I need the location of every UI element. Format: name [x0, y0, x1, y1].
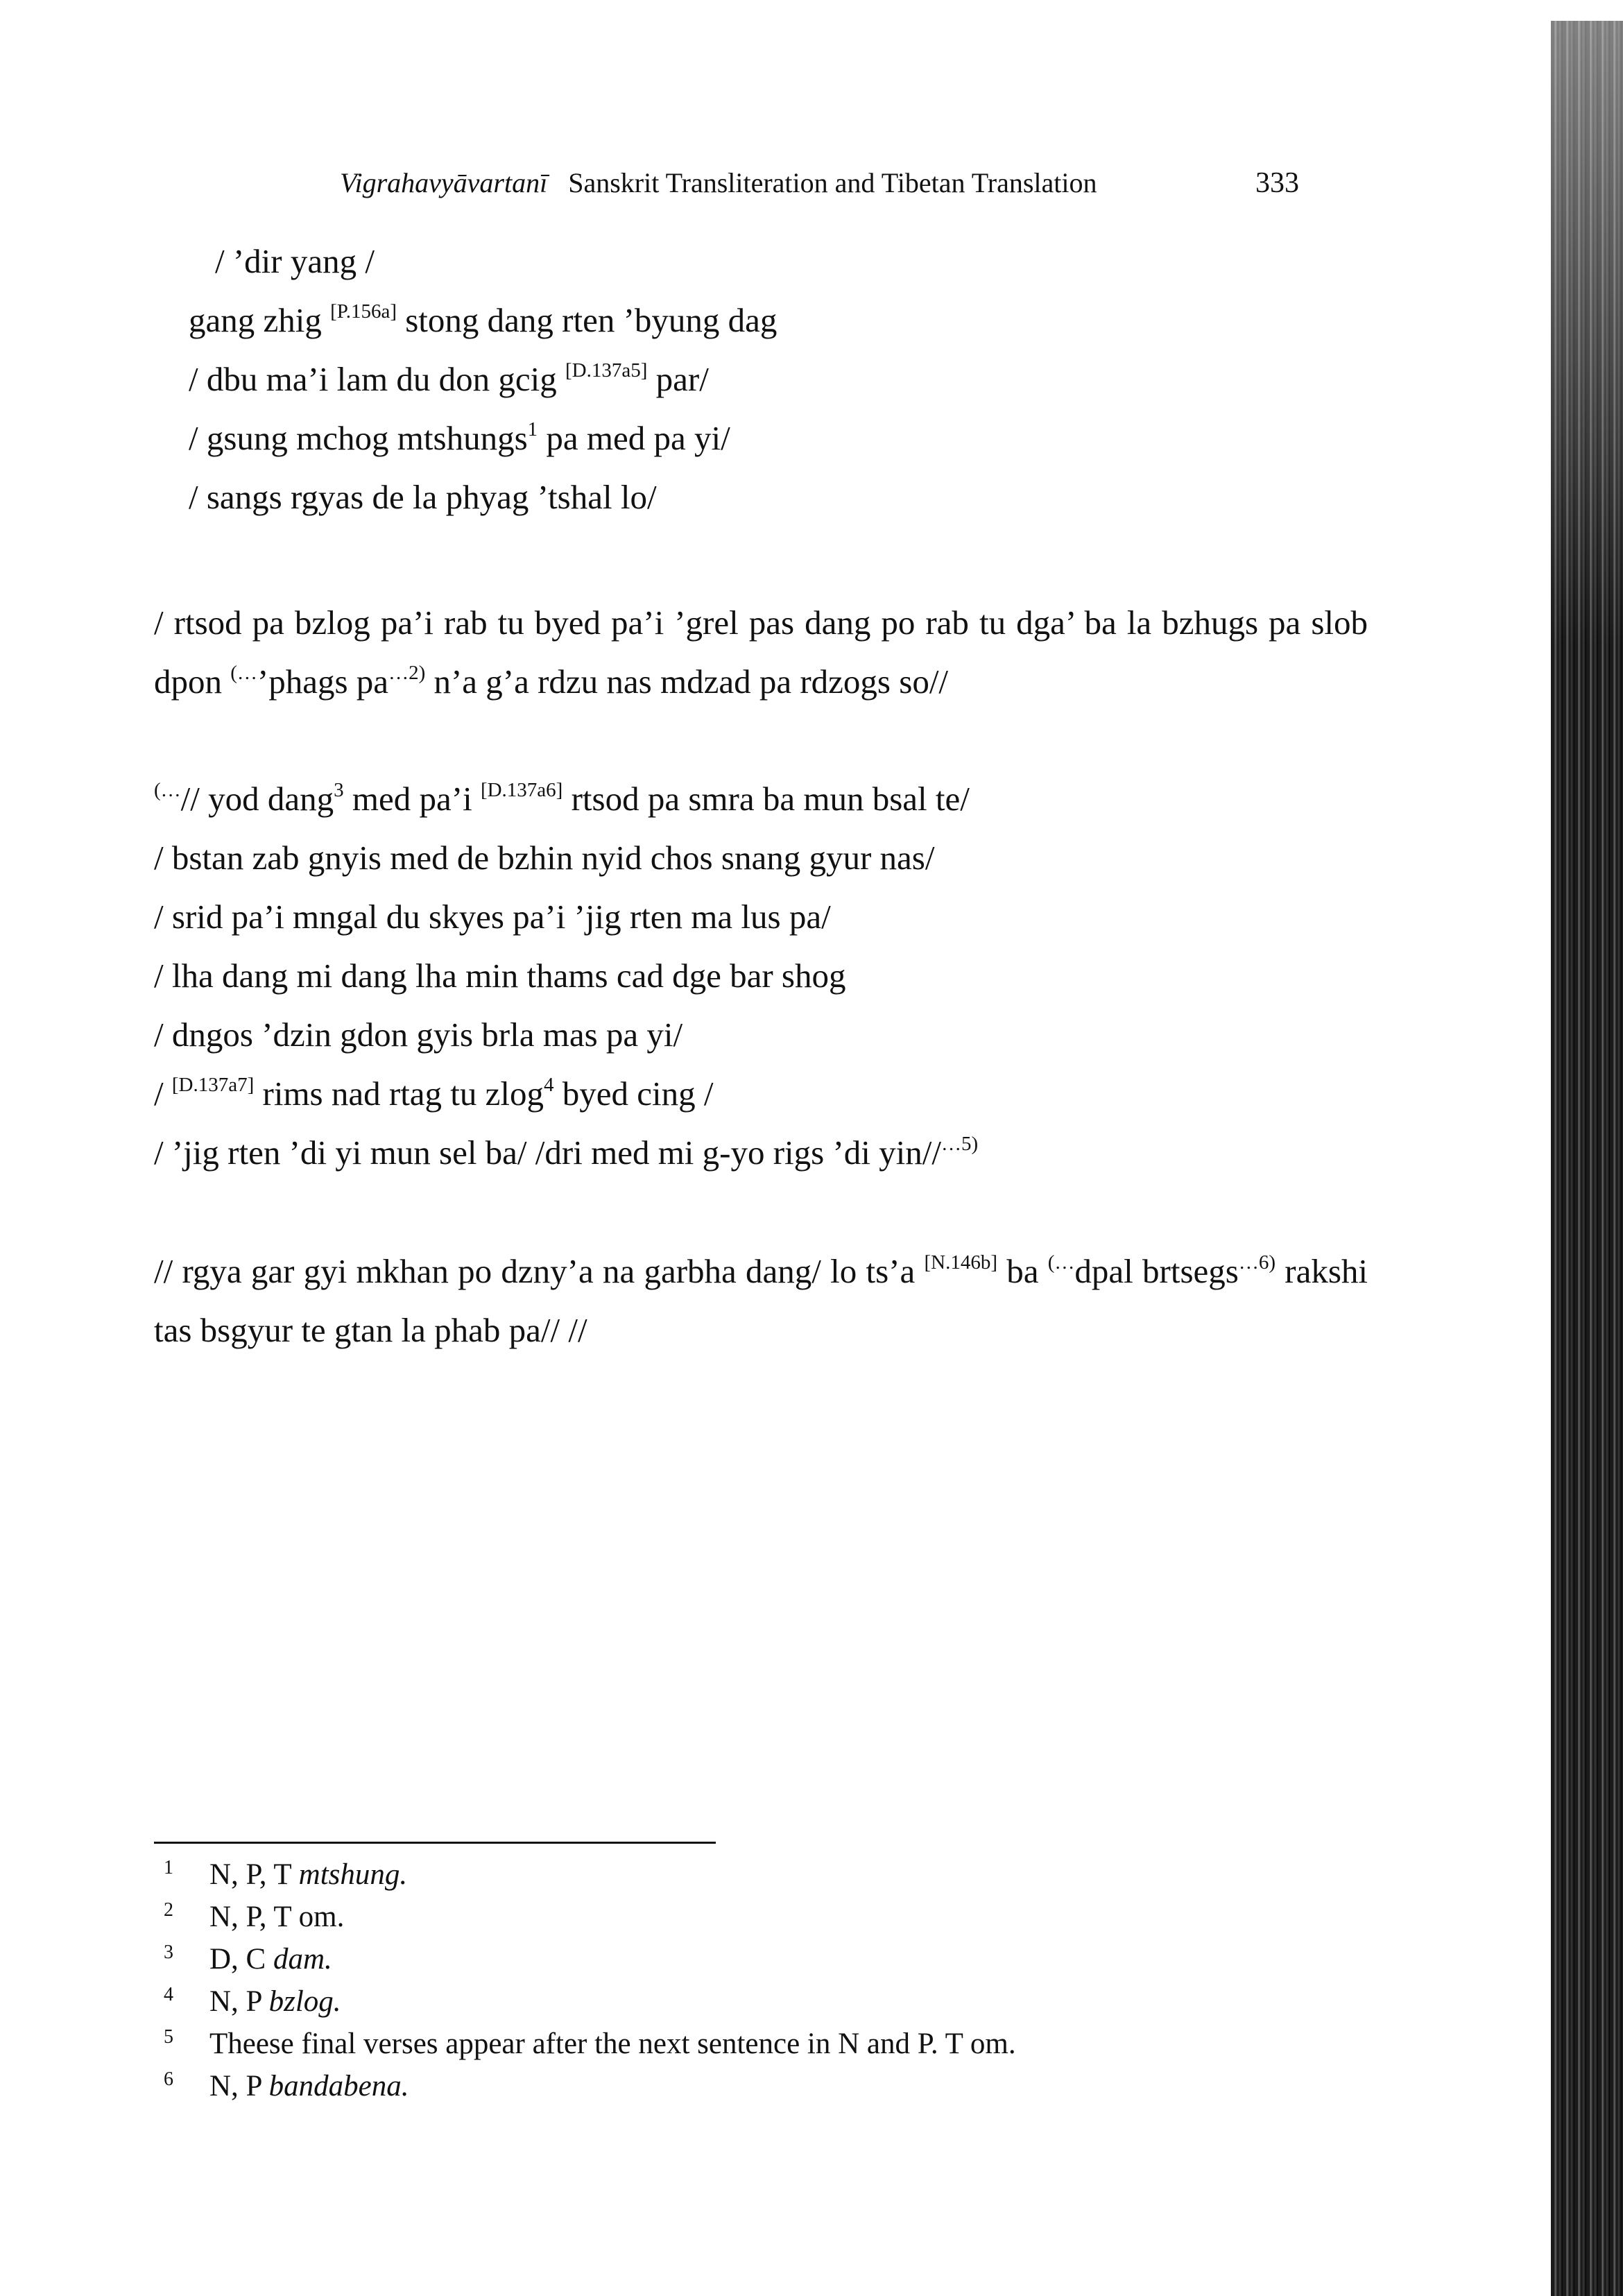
header-subtitle: Sanskrit Transliteration and Tibetan Translation	[568, 167, 1097, 198]
footnote-item: 6 N, P bandabena.	[164, 2065, 1016, 2107]
footnote-item: 3 D, C dam.	[164, 1938, 1016, 1980]
footnote-ref: (…	[154, 779, 181, 801]
footnote-number: 1	[164, 1857, 173, 1878]
colophon-paragraph: / rtsod pa bzlog pa’i rab tu byed pa’i ’grel pas dang po rab tu dga’ ba la bzhugs pa slob dpon (…’phags $pa^{\dots 2)}$ n’a g’a rdzu nas mdzad pa rdzogs so//	[154, 603, 1368, 701]
verse-line: / dngos ’dzin gdon gyis brla mas pa yi/	[154, 1016, 683, 1054]
page-binding-edge	[1551, 21, 1623, 2296]
footnote-item: 5 Theese final verses appear after the next sentence in N and P. T om.	[164, 2023, 1016, 2065]
verse-line: / ’dir yang /	[215, 242, 375, 280]
verse-line: / dbu ma’i lam du don gcig [D.137a5] par/	[189, 359, 709, 398]
footnote-item: 4 N, P bzlog.	[164, 1980, 1016, 2023]
verse-line: (…// yod dang$^3$ med pa’i [D.137a6] rtsod pa smra ba mun bsal te/	[154, 779, 970, 818]
footnote-item: 1 N, P, T mtshung.	[164, 1853, 1016, 1896]
footnote-number: 6	[164, 2068, 173, 2090]
footnote-ref: 3	[334, 779, 344, 801]
footnotes	[164, 1853, 1016, 2107]
folio-marker: [P.156a]	[330, 300, 397, 323]
verse-line: / srid pa’i mngal du skyes pa’i ’jig rten ma lus pa/	[154, 898, 831, 936]
footnote-ref: …6)	[1238, 1251, 1276, 1274]
footnote-ref: (…	[230, 662, 257, 684]
folio-marker: [N.146b]	[924, 1251, 997, 1274]
verse-line: / ’jig rten ’di yi mun sel ba/ /dri med mi g-yo rigs ’di yin//$^{\dots 5)}$	[154, 1133, 979, 1172]
footnote-number: 2	[164, 1899, 173, 1921]
verse-line: / lha dang mi dang lha min thams cad dge bar shog	[154, 957, 846, 995]
folio-marker: [D.137a6]	[480, 779, 563, 801]
footnote-ref: …5)	[941, 1133, 979, 1155]
verse-line: / sangs rgyas de la phyag ’tshal lo/	[189, 478, 657, 516]
translators-colophon: // rgya gar gyi mkhan po dzny’a na garbha dang/ lo ts’a [N.146b] ba (…dpal brtsegs$^{\dots 6)}$ rakshi tas bsgyur te gtan la phab pa// //	[154, 1251, 1368, 1349]
verse-line: / bstan zab gnyis med de bzhin nyid chos snang gyur nas/	[154, 839, 935, 877]
footnote-number: 4	[164, 1984, 173, 2005]
folio-marker: [D.137a7]	[171, 1074, 255, 1096]
footnote-number: 5	[164, 2026, 173, 2048]
page-number: 333	[1255, 167, 1299, 199]
verse-line: / [D.137a7] rims nad rtag tu zlog$^4$ byed cing /	[154, 1074, 714, 1113]
footnote-ref: …2)	[388, 662, 426, 684]
footnote-separator	[154, 1842, 716, 1844]
verse-line: / gsung mchog mtshungs$^1$ pa med pa yi/	[189, 418, 730, 457]
verse-line: gang zhig [P.156a] stong dang rten ’byung dag	[189, 300, 778, 339]
footnote-number: 3	[164, 1942, 173, 1963]
footnote-item: 2 N, P, T om.	[164, 1896, 1016, 1938]
running-header	[340, 166, 1299, 199]
folio-marker: [D.137a5]	[565, 359, 648, 382]
footnote-ref: (…	[1047, 1251, 1075, 1274]
footnote-ref: 1	[527, 418, 538, 440]
footnote-ref: 4	[544, 1074, 554, 1096]
header-title: Vigrahavyāvartanī	[340, 167, 548, 198]
